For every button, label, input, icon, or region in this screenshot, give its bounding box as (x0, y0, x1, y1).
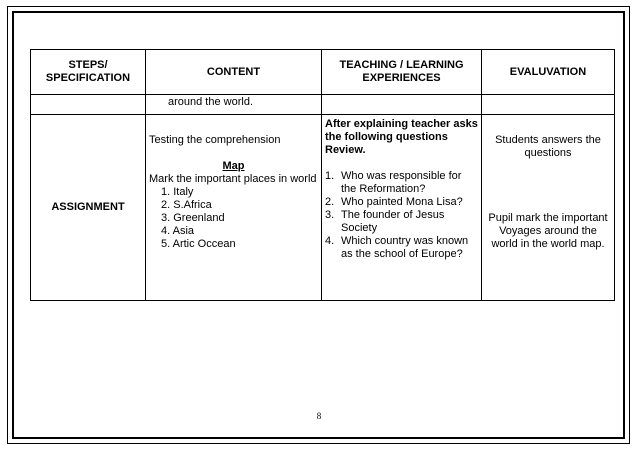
header-teaching: TEACHING / LEARNING EXPERIENCES (322, 50, 482, 95)
page-number: 8 (316, 411, 322, 421)
header-row (31, 50, 615, 95)
content-heading: Map (222, 160, 245, 172)
continuation-content-cell: around the world. (146, 95, 322, 115)
assignment-teaching-cell (322, 115, 482, 301)
list-item: 5. Artic Occean (161, 238, 236, 250)
assignment-label: ASSIGNMENT (31, 115, 146, 301)
list-item: 4. Asia (161, 225, 195, 237)
header-steps: STEPS/ SPECIFICATION (31, 50, 146, 95)
list-item (325, 170, 478, 196)
header-evaluation: EVALUVATION (482, 50, 615, 95)
evaluation-text-2: Pupil mark the important Voyages around the world in the world map. (488, 212, 608, 250)
question-number: 3. (325, 209, 335, 221)
list-item (325, 209, 478, 235)
question-number: 2. (325, 196, 335, 208)
list-item: 3. Greenland (161, 212, 225, 224)
continuation-steps-cell (31, 95, 146, 115)
list-item (325, 196, 478, 209)
question-text: The founder of Jesus Society (341, 209, 445, 234)
evaluation-text-1: Students answers the questions (495, 134, 601, 159)
list-item: 2. S.Africa (161, 199, 212, 211)
content-places-list (149, 186, 318, 251)
question-number: 1. (325, 170, 335, 182)
question-text: Who was responsible for the Reformation? (341, 170, 462, 195)
list-item (325, 235, 478, 261)
content-intro: Testing the comprehension (149, 134, 281, 146)
question-text: Which country was known as the school of Europe? (341, 235, 469, 260)
content-instruction: Mark the important places in world (149, 173, 317, 185)
question-text: Who painted Mona Lisa? (341, 196, 463, 208)
question-number: 4. (325, 235, 335, 247)
lesson-plan-table (30, 49, 615, 301)
assignment-content-cell (146, 115, 322, 301)
continuation-teaching-cell (322, 95, 482, 115)
list-item: 1. Italy (161, 186, 194, 198)
teaching-intro: After explaining teacher asks the following questions Review. (325, 118, 478, 156)
assignment-evaluation-cell (482, 115, 615, 301)
continuation-evaluation-cell (482, 95, 615, 115)
continuation-row (31, 95, 615, 115)
assignment-row (31, 115, 615, 301)
teaching-questions-list (325, 170, 478, 261)
header-content: CONTENT (146, 50, 322, 95)
